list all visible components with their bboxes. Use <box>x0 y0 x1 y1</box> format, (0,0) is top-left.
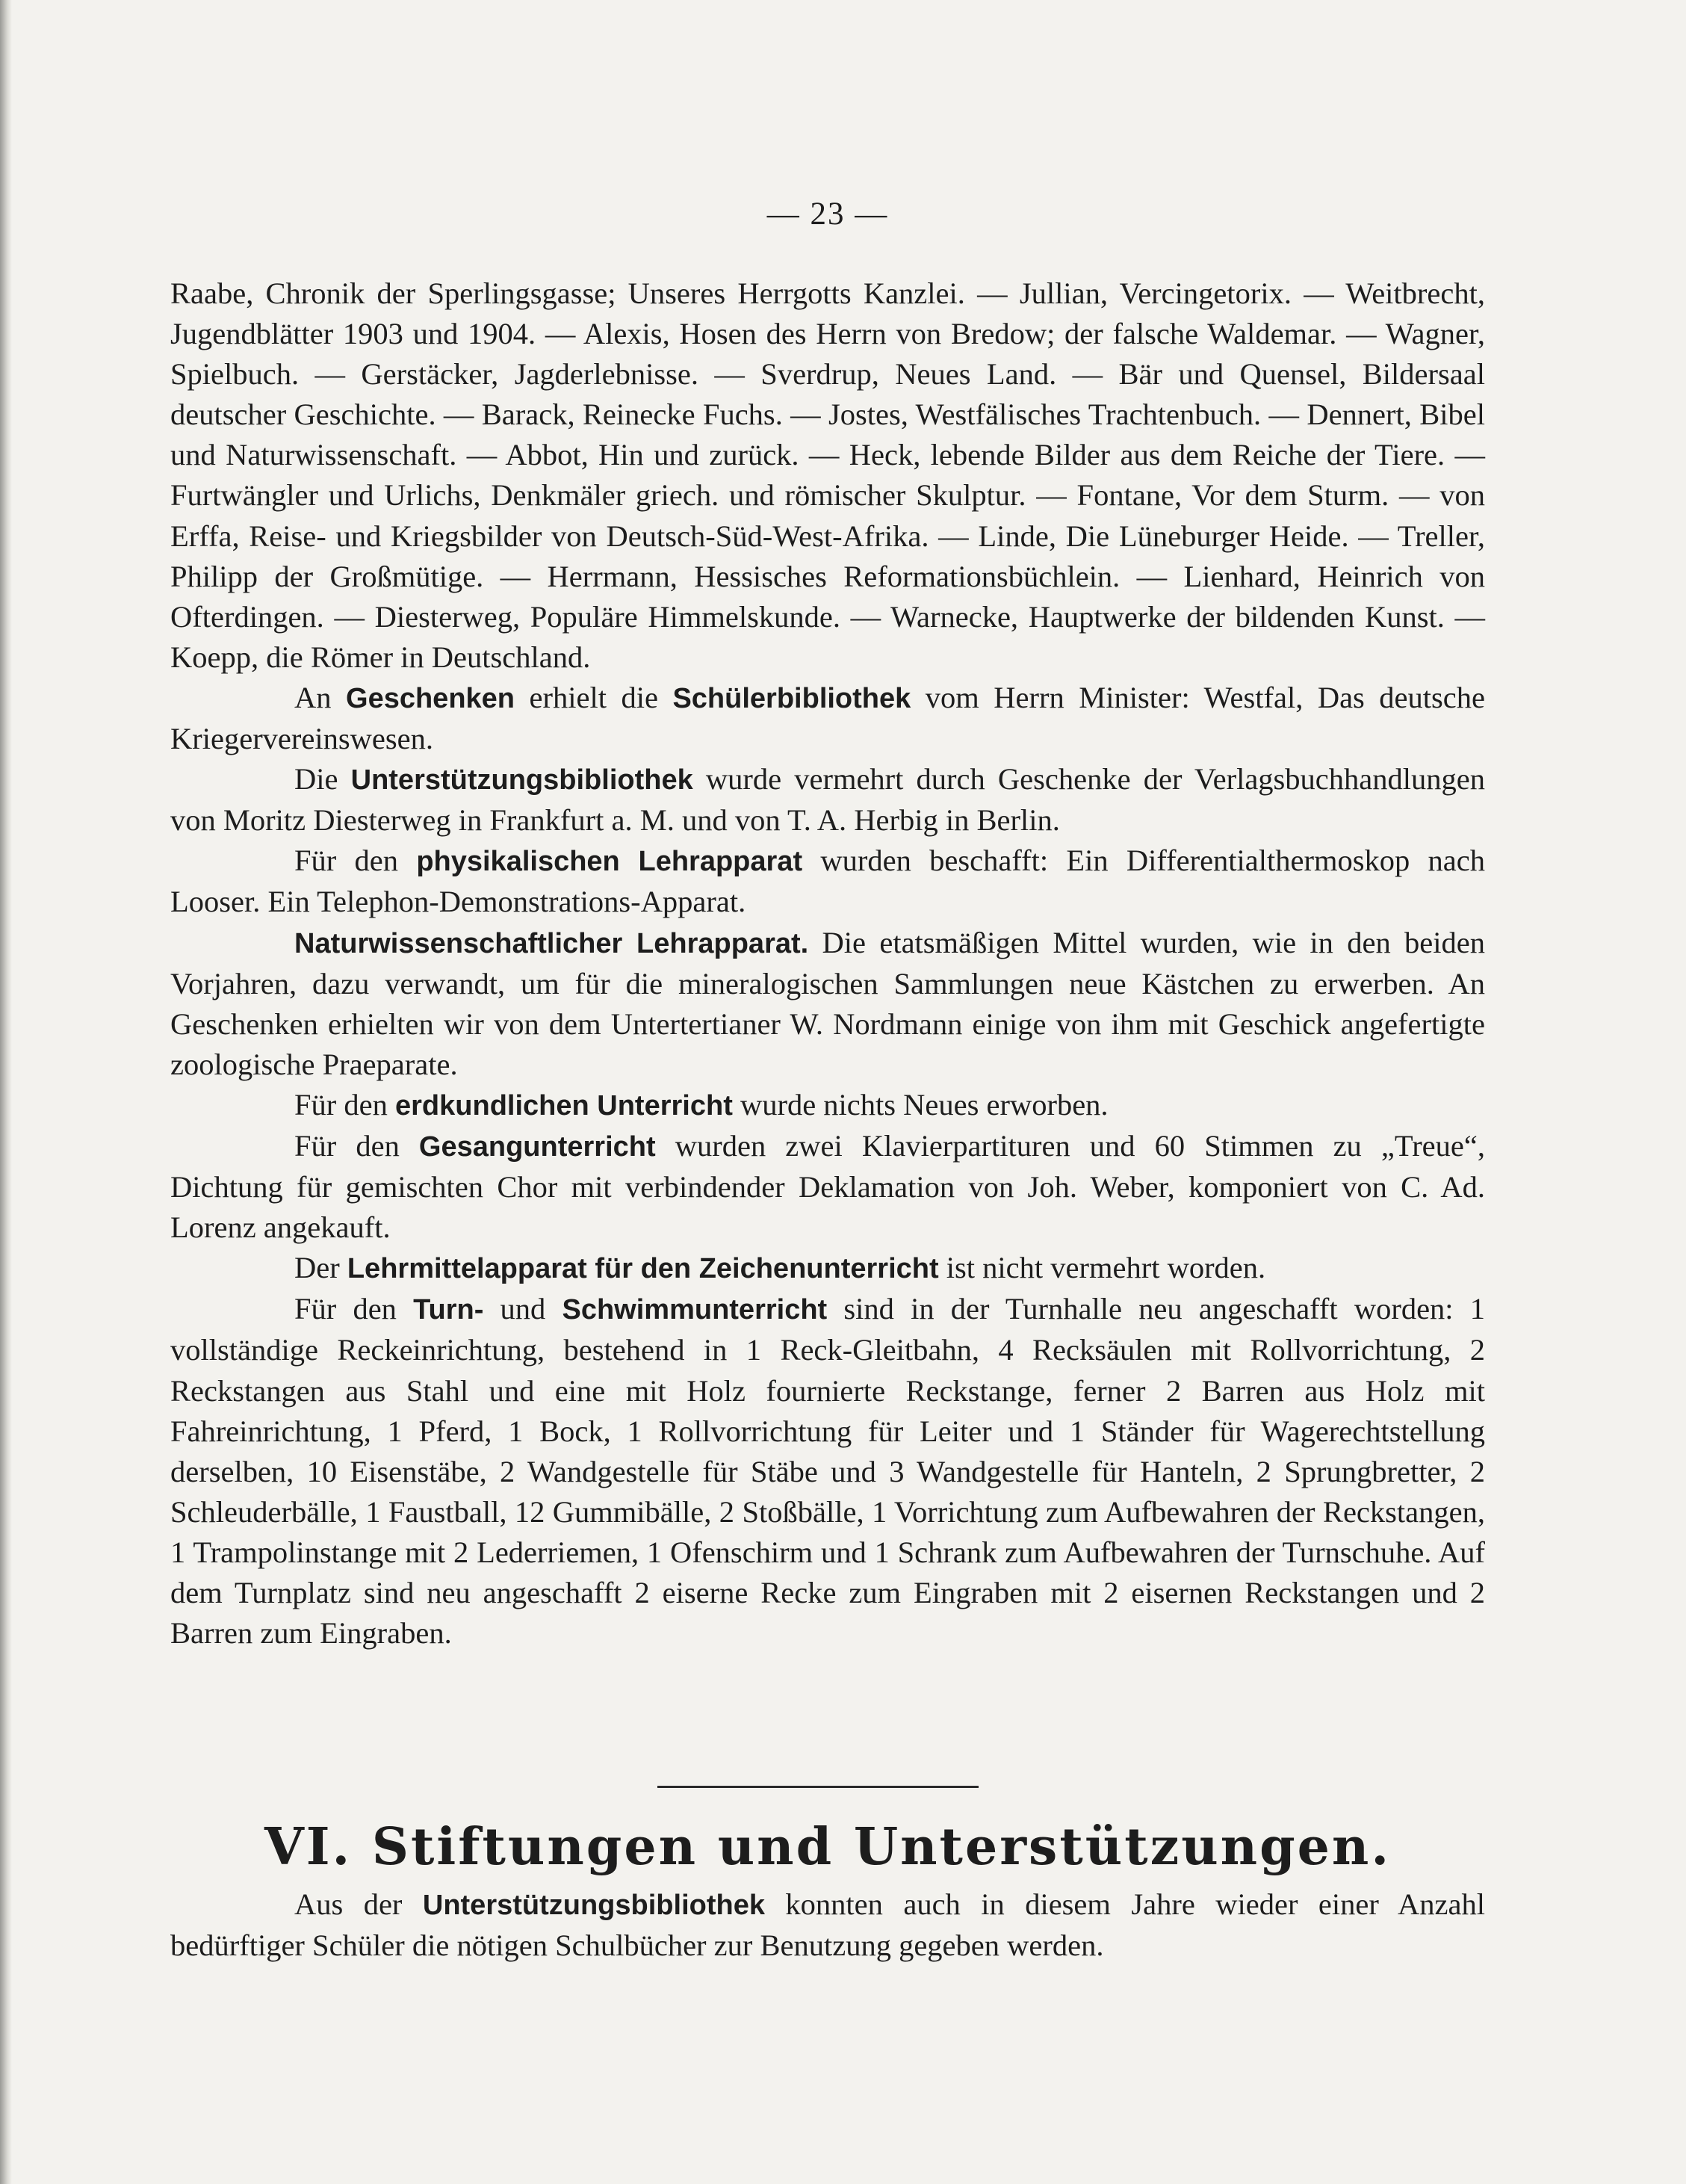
paragraph-natural-science-apparatus <box>170 923 1485 1085</box>
text-run: An <box>294 680 347 714</box>
highlight-term: Unterstützungsbibliothek <box>422 1890 765 1921</box>
paragraph-geography <box>170 1085 1485 1126</box>
text-run: konnten auch in diesem Jahre wieder einer Anzahl bedürftiger Schüler die nötigen Schulbücher zur Benutzung gegeben werden. <box>170 1887 1485 1963</box>
paragraph-drawing <box>170 1248 1485 1289</box>
text-run: Aus der <box>294 1887 423 1921</box>
highlight-term: Turn- <box>413 1294 484 1326</box>
text-run: vom Herrn Minister: Westfal, Das deutsche Kriegervereinswesen. <box>170 680 1485 756</box>
text-run: Die etatsmäßigen Mittel wurden, wie in den beiden Vorjahren, dazu verwandt, um für die mineralogischen Sammlungen neue Kästchen zu erwerben. An Geschenken erhielten wir von dem Untertertianer W. Nordmann einige von ihm mit Geschick angefertigte zoologische Praeparate. <box>170 925 1485 1081</box>
highlight-term: Schülerbibliothek <box>672 682 911 714</box>
text-run: Für den <box>294 1292 414 1326</box>
highlight-term: erdkundlichen Unterricht <box>395 1089 733 1122</box>
paragraph-book-list: Raabe, Chronik der Sperlingsgasse; Unseres Herrgotts Kanzlei. — Jullian, Vercingetorix. — Weitbrecht, Jugendblätter 1903 und 1904. — Alexis, Hosen des Herrn von Bredow; der falsche Waldemar. — Wagner, Spielbuch. — Gerstäcker, Jagderlebnisse. — Sverdrup, Neues Land. — Bär und Quensel, Bildersaal deutscher Geschichte. — Barack, Reinecke Fuchs. — Jostes, Westfälisches Trachtenbuch. — Dennert, Bibel und Naturwissenschaft. — Abbot, Hin und zurück. — Heck, lebende Bilder aus dem Reiche der Tiere. — Furtwängler und Urlichs, Denkmäler griech. und römischer Skulptur. — Fontane, Vor dem Sturm. — von Erffa, Reise- und Kriegsbilder von Deutsch-Süd-West-Afrika. — Linde, Die Lüneburger Heide. — Treller, Philipp der Großmütige. — Herrmann, Hessisches Reformationsbüchlein. — Lienhard, Heinrich von Ofterdingen. — Diesterweg, Populäre Himmelskunde. — Warnecke, Hauptwerke der bildenden Kunst. — Koepp, die Römer in Deutschland. <box>170 276 1485 674</box>
paragraph-singing <box>170 1126 1485 1248</box>
text-run: wurde nichts Neues erworben. <box>732 1087 1109 1122</box>
paragraph-gifts <box>170 678 1485 759</box>
highlight-term: Gesangunterricht <box>418 1130 656 1163</box>
text-run: Für den <box>294 844 417 878</box>
paragraph-support-library <box>170 759 1485 841</box>
text-run: sind in der Turnhalle neu angeschafft worden: 1 vollständige Reckeinrichtung, bestehend in 1 Reck-Gleitbahn, 4 Recksäulen mit Rollvorrichtung, 2 Reckstangen aus Stahl und eine mit Holz fournierte Reckstange, ferner 2 Barren aus Holz mit Fahreinrichtung, 1 Pferd, 1 Bock, 1 Rollvorrichtung für Leiter und 1 Ständer für Wagerechtstellung derselben, 10 Eisenstäbe, 2 Wandgestelle für Stäbe und 3 Wandgestelle für Hanteln, 2 Sprungbretter, 2 Schleuderbälle, 1 Faustball, 12 Gummibälle, 2 Stoßbälle, 1 Vorrichtung zum Aufbewahren der Reckstangen, 1 Trampolinstange mit 2 Lederriemen, 1 Ofenschirm und 1 Schrank zum Aufbewahren der Turnschuhe. Auf dem Turnplatz sind neu angeschafft 2 eiserne Recke zum Eingraben mit 2 eisernen Reckstangen und 2 Barren zum Eingraben. <box>170 1292 1485 1651</box>
paragraph-physics-apparatus <box>170 841 1485 922</box>
body-text <box>170 273 1485 1654</box>
highlight-term: Unterstützungsbibliothek <box>350 764 693 796</box>
section-body <box>170 1884 1485 1966</box>
section-divider <box>657 1786 979 1788</box>
highlight-term: physikalischen Lehrapparat <box>416 846 803 878</box>
highlight-term: Naturwissenschaftlicher Lehrapparat. <box>294 927 809 959</box>
highlight-term: Geschenken <box>346 682 515 714</box>
paragraph-gymnastics <box>170 1289 1485 1654</box>
text-run: erhielt die <box>515 680 673 714</box>
highlight-term: Lehrmittelapparat für den Zeichenunterricht <box>347 1253 939 1285</box>
text-run: wurden zwei Klavierpartituren und 60 Stimmen zu „Treue“, Dichtung für gemischten Chor mit verbindender Deklamation von Joh. Weber, komponiert von C. Ad. Lorenz angekauft. <box>170 1128 1485 1245</box>
text-run: Für den <box>294 1128 419 1163</box>
text-run: wurde vermehrt durch Geschenke der Verlagsbuchhandlungen von Moritz Diesterweg in Frankfurt a. M. und von T. A. Herbig in Berlin. <box>170 762 1485 838</box>
text-run: ist nicht vermehrt worden. <box>938 1251 1266 1285</box>
text-run: und <box>483 1292 562 1326</box>
paragraph-foundations <box>170 1884 1485 1966</box>
section-heading: VI. Stiftungen und Unterstützungen. <box>264 1817 1392 1877</box>
text-run: Der <box>294 1251 347 1285</box>
text-run: wurden beschafft: Ein Differentialthermoskop nach Looser. Ein Telephon-Demonstrations-Apparat. <box>170 844 1485 919</box>
text-run: Für den <box>294 1087 395 1122</box>
text-run: Die <box>294 762 351 796</box>
page-edge-shadow <box>0 0 12 2184</box>
highlight-term: Schwimmunterricht <box>562 1294 828 1326</box>
page-number: — 23 — <box>766 197 889 232</box>
